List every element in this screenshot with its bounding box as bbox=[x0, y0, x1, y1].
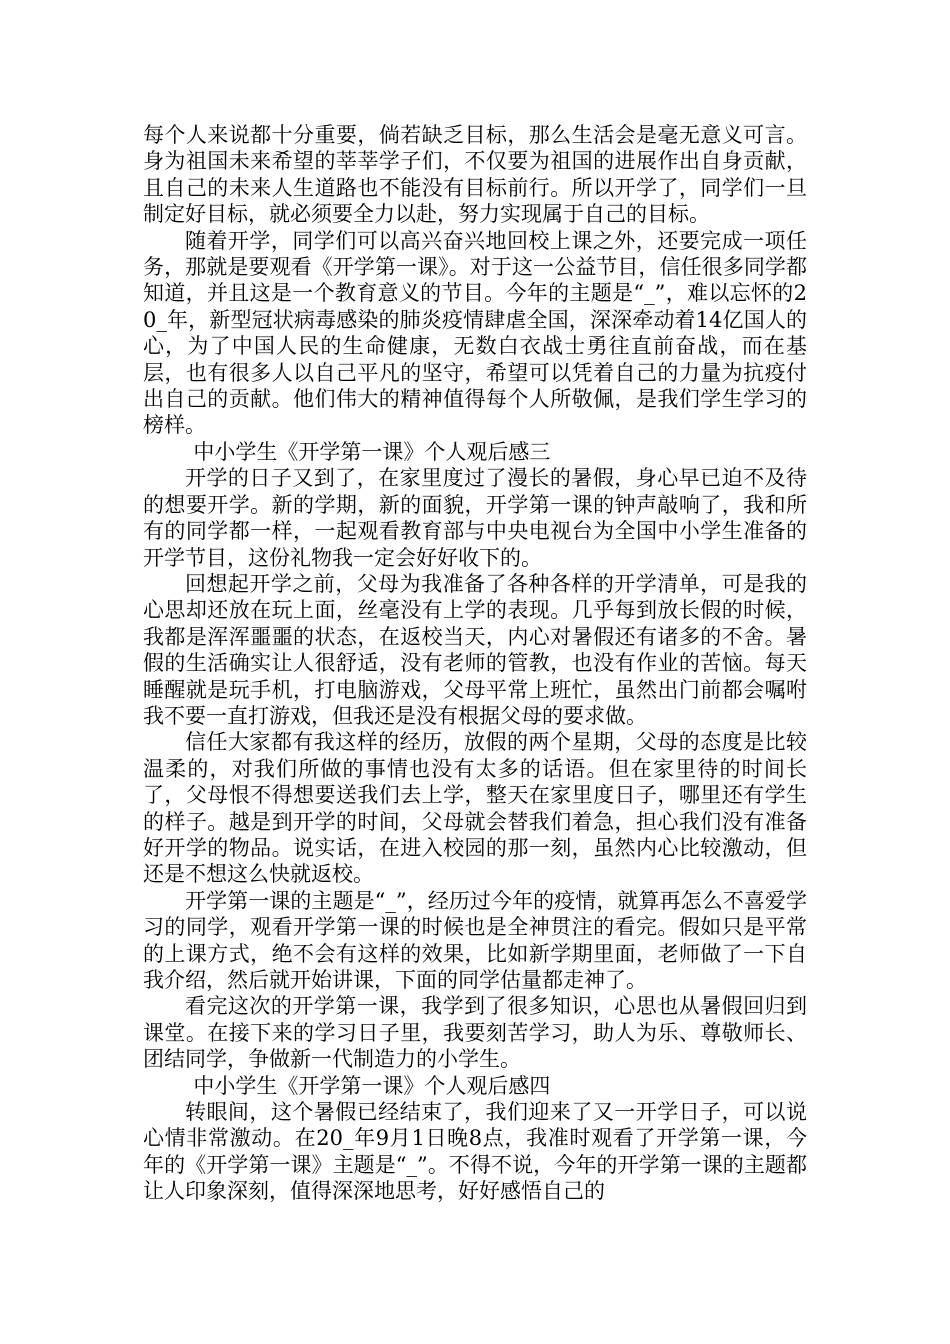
document-page bbox=[143, 122, 807, 1205]
paragraph-back-to-school-task: 随着开学，同学们可以高兴奋兴地回校上课之外，还要完成一项任务，那就是要观看《开学第一课》。对于这一公益节目，信任很多同学都知道，并且这是一个教育意义的节目。今年的主题是“_”，难以忘怀的20_年，新型冠状病毒感染的肺炎疫情肆虐全国，深深牵动着14亿国人的心，为了中国人民的生命健康，无数白衣战士勇往直前奋战，而在基层，也有很多人以自己平凡的坚守，希望可以凭着自己的力量为抗疫付出自己的贡献。他们伟大的精神值得每个人所敬佩，是我们学生学习的榜样。 bbox=[143, 228, 807, 438]
paragraph-before-school: 回想起开学之前，父母为我准备了各种各样的开学清单，可是我的心思却还放在玩上面，丝毫没有上学的表现。几乎每到放长假的时候，我都是浑浑噩噩的状态，在返校当天，内心对暑假还有诸多的不舍。暑假的生活确实让人很舒适，没有老师的管教，也没有作业的苦恼。每天睡醒就是玩手机，打电脑游戏，父母平常上班忙，虽然出门前都会嘱咐我不要一直打游戏，但我还是没有根据父母的要求做。 bbox=[143, 571, 807, 728]
section-heading-review-3: 中小学生《开学第一课》个人观后感三 bbox=[193, 439, 551, 464]
paragraph-summer-ended: 转眼间，这个暑假已经结束了，我们迎来了又一开学日子，可以说心情非常激动。在20_年9月1日晚8点，我准时观看了开学第一课，今年的《开学第一课》主题是“_”。不得不说，今年的开学第一课的主题都让人印象深刻，值得深深地思考，好好感悟自己的 bbox=[143, 1100, 807, 1204]
paragraph-after-watching: 看完这次的开学第一课，我学到了很多知识，心思也从暑假回归到课堂。在接下来的学习日子里，我要刻苦学习，助人为乐、尊敬师长、团结同学，争做新一代制造力的小学生。 bbox=[143, 994, 807, 1072]
section-heading-review-4: 中小学生《开学第一课》个人观后感四 bbox=[193, 1073, 551, 1098]
paragraph-lesson-theme: 开学第一课的主题是“_”，经历过今年的疫情，就算再怎么不喜爱学习的同学，观看开学第一课的时候也是全神贯注的看完。假如只是平常的上课方式，绝不会有这样的效果，比如新学期里面，老师做了一下自我介绍，然后就开始讲课，下面的同学估量都走神了。 bbox=[143, 888, 807, 992]
paragraph-parents-attitude: 信任大家都有我这样的经历，放假的两个星期，父母的态度是比较温柔的，对我们所做的事情也没有太多的话语。但在家里待的时间长了，父母恨不得想要送我们去上学，整天在家里度日子，哪里还有学生的样子。越是到开学的时间，父母就会替我们着急，担心我们没有准备好开学的物品。说实话，在进入校园的那一刻，虽然内心比较激动，但还是不想这么快就返校。 bbox=[143, 730, 807, 887]
paragraph-continued: 每个人来说都十分重要，倘若缺乏目标，那么生活会是毫无意义可言。身为祖国未来希望的莘莘学子们，不仅要为祖国的进展作出自身贡献，且自己的未来人生道路也不能没有目标前行。所以开学了，同学们一旦制定好目标，就必须要全力以赴，努力实现属于自己的目标。 bbox=[143, 123, 807, 227]
paragraph-school-days-again: 开学的日子又到了，在家里度过了漫长的暑假，身心早已迫不及待的想要开学。新的学期，新的面貌，开学第一课的钟声敲响了，我和所有的同学都一样，一起观看教育部与中央电视台为全国中小学生准备的开学节目，这份礼物我一定会好好收下的。 bbox=[143, 466, 807, 570]
